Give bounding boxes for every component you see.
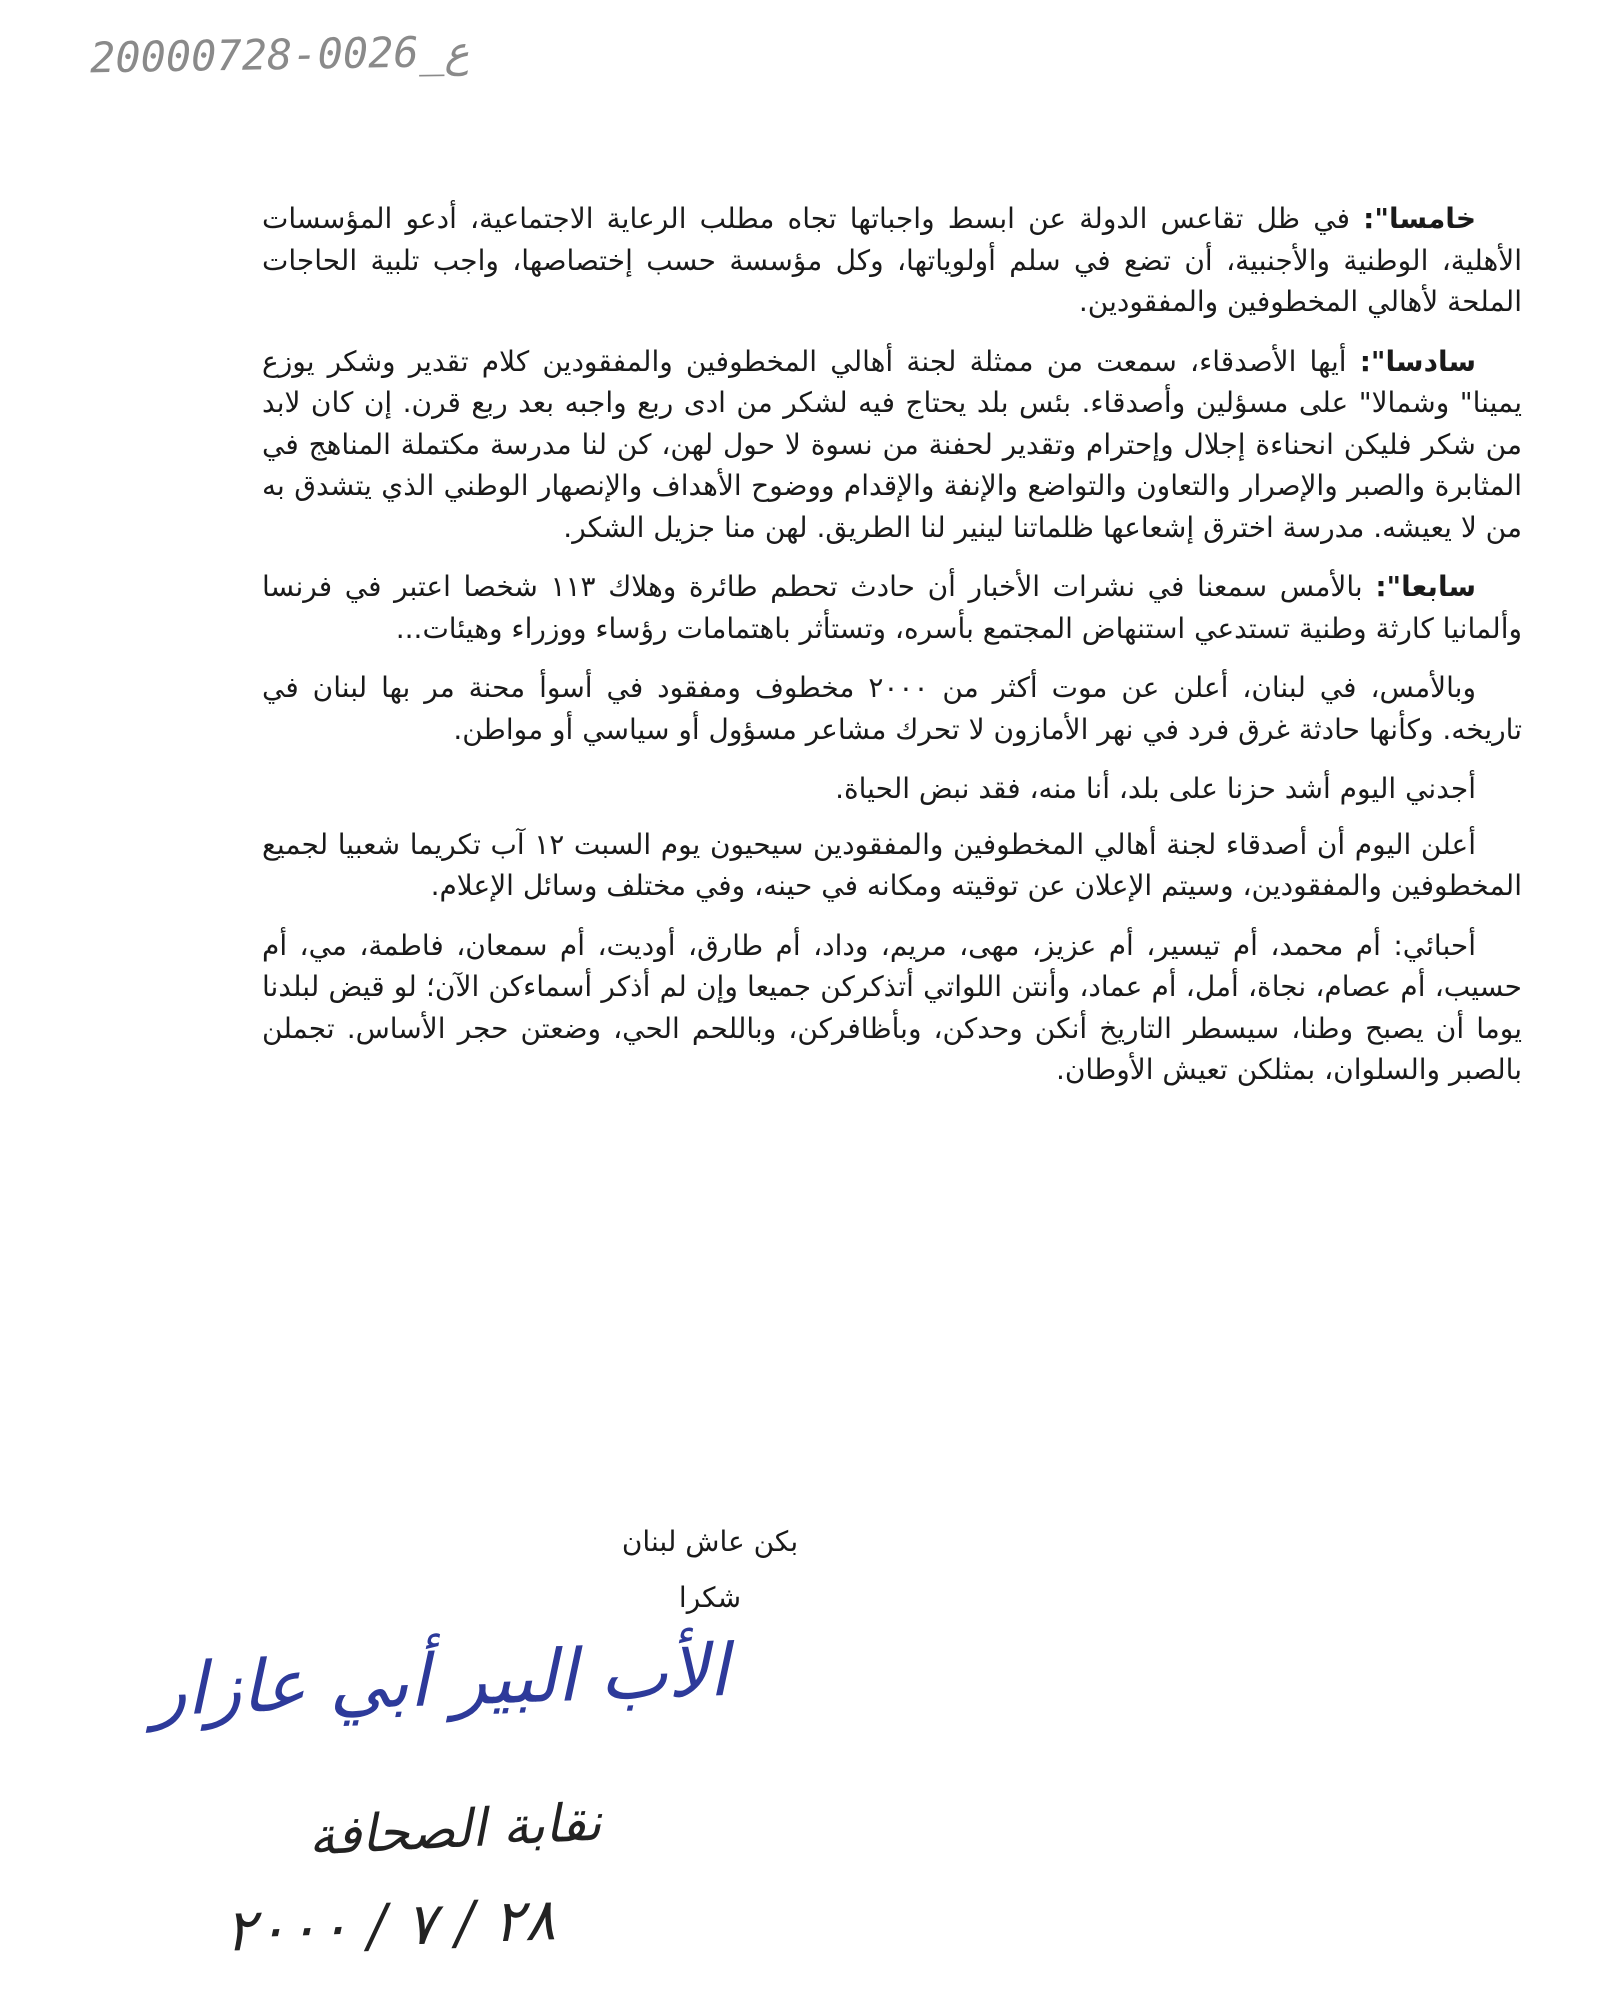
- handwritten-date: ٢٨ / ٧ / ٢٠٠٠: [223, 1885, 557, 1965]
- handwritten-reference-number: 20000728-0026_ع: [89, 26, 470, 83]
- paragraph-lead: سادسا":: [1359, 344, 1476, 378]
- thanks-line: شكرا: [678, 1581, 742, 1614]
- closing-line: بكن عاش لبنان: [621, 1525, 799, 1558]
- paragraph-text: في ظل تقاعس الدولة عن ابسط واجباتها تجاه مطلب الرعاية الاجتماعية، أدعو المؤسسات الأهلية، الوطنية والأجنبية، أن تضع في سلم أولوياتها، وكل مؤسسة حسب إختصاصها، واجب تلبية الحاجات الملحة لأهالي المخطوفين والمفقودين.: [262, 202, 1522, 318]
- paragraph-sadness: [262, 768, 1522, 810]
- paragraph-announcement: [262, 824, 1522, 907]
- paragraph-fifth: [262, 198, 1522, 323]
- paragraph-dedication: [262, 925, 1522, 1091]
- handwritten-organization: نقابة الصحافة: [307, 1792, 603, 1868]
- paragraph-text: أعلن اليوم أن أصدقاء لجنة أهالي المخطوفين والمفقودين سيحيون يوم السبت ١٢ آب تكريما شعبيا لجميع المخطوفين والمفقودين، وسيتم الإعلان عن توقيته ومكانه في حينه، وفي مختلف وسائل الإعلام.: [262, 827, 1522, 902]
- paragraph-text: أيها الأصدقاء، سمعت من ممثلة لجنة أهالي المخطوفين والمفقودين كلام تقدير وشكر يوزع يمينا" وشمالا" على مسؤلين وأصدقاء. بئس بلد يحتاج فيه لشكر من ادى ربع واجبه بعد ربع قرن. إن كان لابد من شكر فليكن انحناءة إجلال وإحترام وتقدير لحفنة من نسوة لا حول لهن، كن لنا مدرسة مكتملة المناهج في المثابرة والصبر والإصرار والتعاون والتواضع والإنفة والإقدام ووضوح الأهداف والإنصهار الوطني الذي يتشدق به من لا يعيشه. مدرسة اخترق إشعاعها ظلماتنا لينير لنا الطريق. لهن منا جزيل الشكر.: [262, 344, 1522, 544]
- paragraph-text: بالأمس سمعنا في نشرات الأخبار أن حادث تحطم طائرة وهلاك ١١٣ شخصا اعتبر في فرنسا وألمانيا كارثة وطنية تستدعي استنهاض المجتمع بأسره، وتستأثر باهتمامات رؤساء ووزراء وهيئات...: [262, 570, 1522, 645]
- paragraph-yesterday-lebanon: [262, 667, 1522, 750]
- paragraph-lead: سابعا":: [1375, 570, 1476, 603]
- paragraph-lead: خامسا":: [1363, 202, 1476, 235]
- paragraph-seventh: [262, 566, 1522, 649]
- paragraph-sixth: [262, 341, 1522, 549]
- handwritten-signature: الأب البير أبي عازار: [150, 1627, 730, 1733]
- paragraph-text: أجدني اليوم أشد حزنا على بلد، أنا منه، فقد نبض الحياة.: [835, 772, 1476, 805]
- letter-body: [262, 198, 1522, 1109]
- paragraph-text: وبالأمس، في لبنان، أعلن عن موت أكثر من ٢٠٠٠ مخطوف ومفقود في أسوأ محنة مر بها لبنان في تاريخه. وكأنها حادثة غرق فرد في نهر الأمازون لا تحرك مشاعر مسؤول أو سياسي أو مواطن.: [262, 671, 1522, 746]
- paragraph-text: أحبائي: أم محمد، أم تيسير، أم عزيز، مهى، مريم، وداد، أم طارق، أوديت، أم سمعان، فاطمة، مي، أم حسيب، أم عصام، نجاة، أمل، أم عماد، وأنتن اللواتي أتذكركن جميعا وإن لم أذكر أسماءكن الآن؛ لو قيض لبلدنا يوما أن يصبح وطنا، سيسطر التاريخ أنكن وحدكن، وبأظافركن، وباللحم الحي، وضعتن حجر الأساس. تجملن بالصبر والسلوان، بمثلكن تعيش الأوطان.: [262, 928, 1522, 1086]
